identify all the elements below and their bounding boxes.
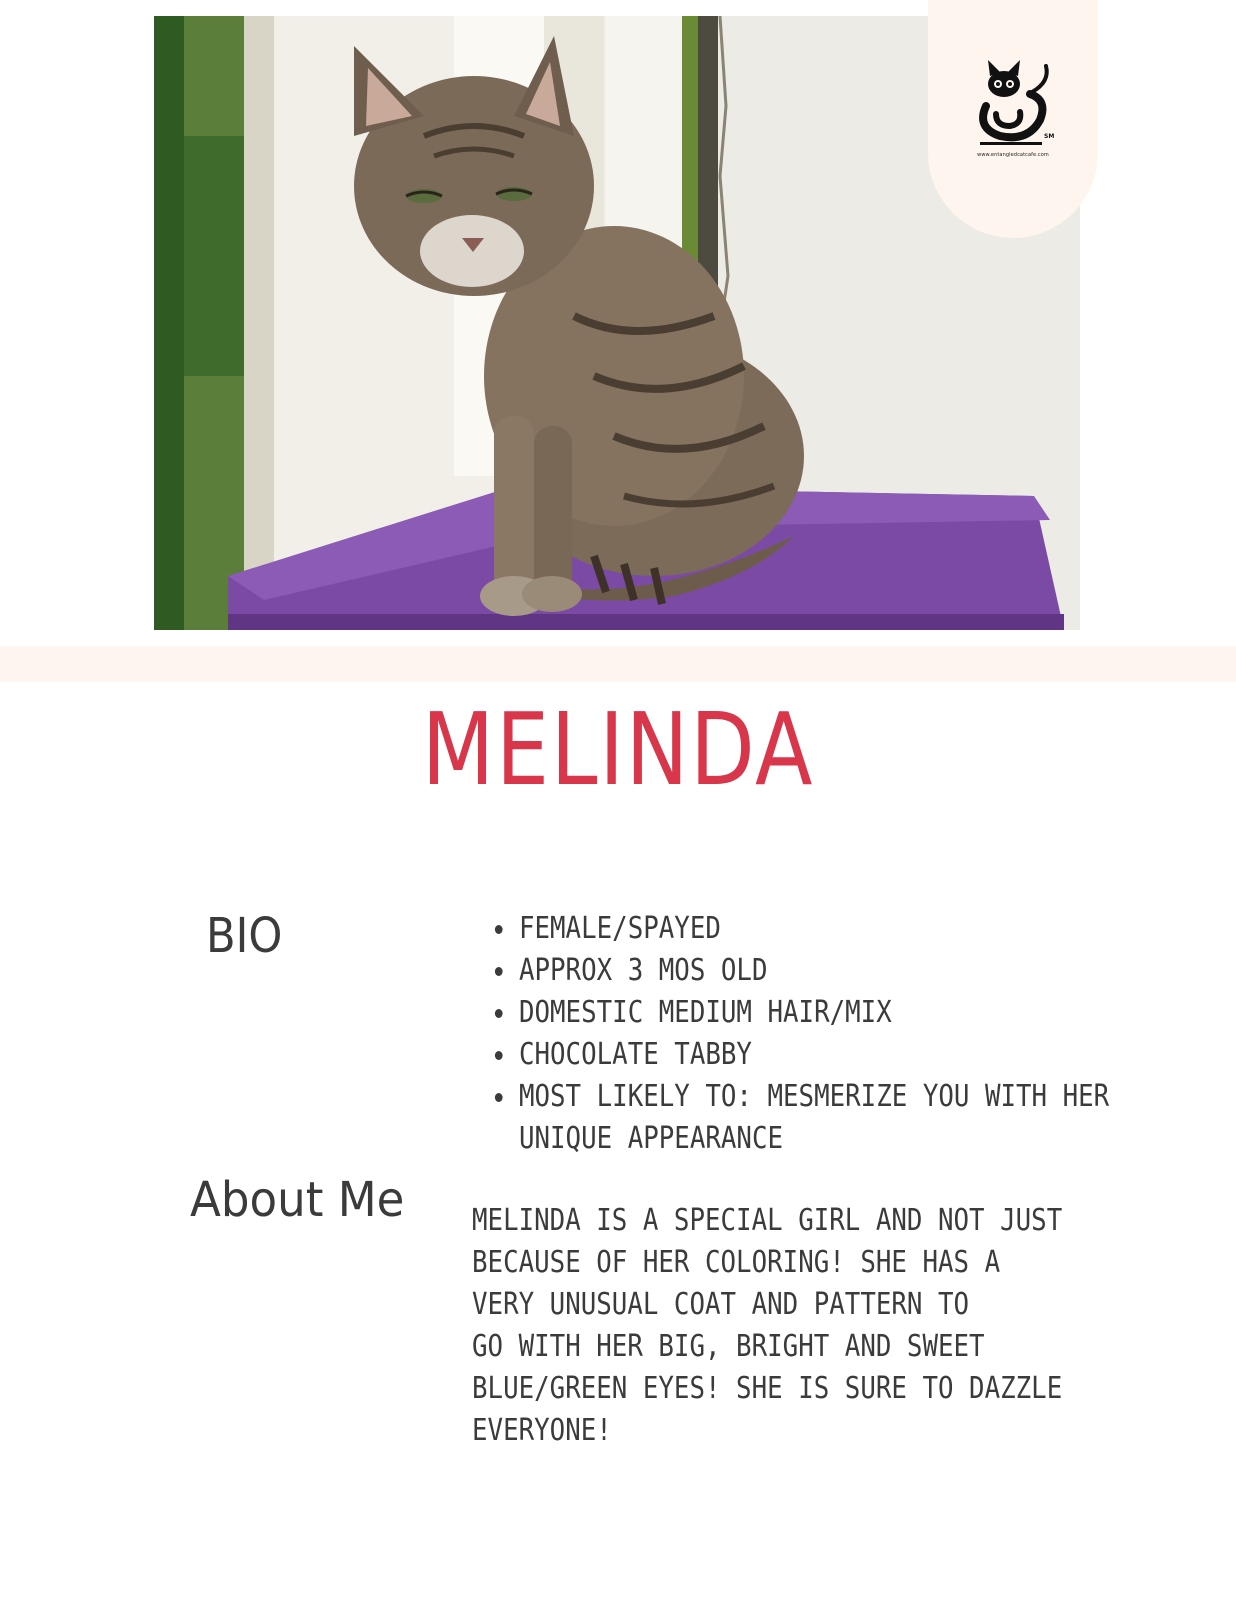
logo-url: www.entangledcatcafe.com	[977, 152, 1049, 158]
logo-sm-mark: SM	[1044, 133, 1055, 140]
about-me-text	[472, 1200, 1192, 1452]
about-line: BECAUSE OF HER COLORING! SHE HAS A	[472, 1245, 1001, 1280]
bio-heading: BIO	[206, 908, 283, 964]
bio-item: APPROX 3 MOS OLD	[488, 950, 1124, 992]
bio-item: CHOCOLATE TABBY	[488, 1034, 1124, 1076]
bio-item: DOMESTIC MEDIUM HAIR/MIX	[488, 992, 1124, 1034]
divider-band	[0, 646, 1236, 682]
about-me-heading: About Me	[190, 1172, 405, 1228]
bio-item: MOST LIKELY TO: MESMERIZE YOU WITH HER UNIQUE APPEARANCE	[488, 1076, 1124, 1160]
cat-name-title: MELINDA	[421, 691, 815, 808]
bio-list	[488, 908, 1228, 1160]
bio-item: FEMALE/SPAYED	[488, 908, 1124, 950]
cat-logo-icon	[966, 58, 1060, 152]
logo-badge	[928, 0, 1098, 238]
about-line: MELINDA IS A SPECIAL GIRL AND NOT JUST	[472, 1203, 1063, 1238]
about-line: GO WITH HER BIG, BRIGHT AND SWEET	[472, 1329, 985, 1364]
about-line: EVERYONE!	[472, 1413, 612, 1448]
about-line: BLUE/GREEN EYES! SHE IS SURE TO DAZZLE	[472, 1371, 1063, 1406]
about-line: VERY UNUSUAL COAT AND PATTERN TO	[472, 1287, 970, 1322]
